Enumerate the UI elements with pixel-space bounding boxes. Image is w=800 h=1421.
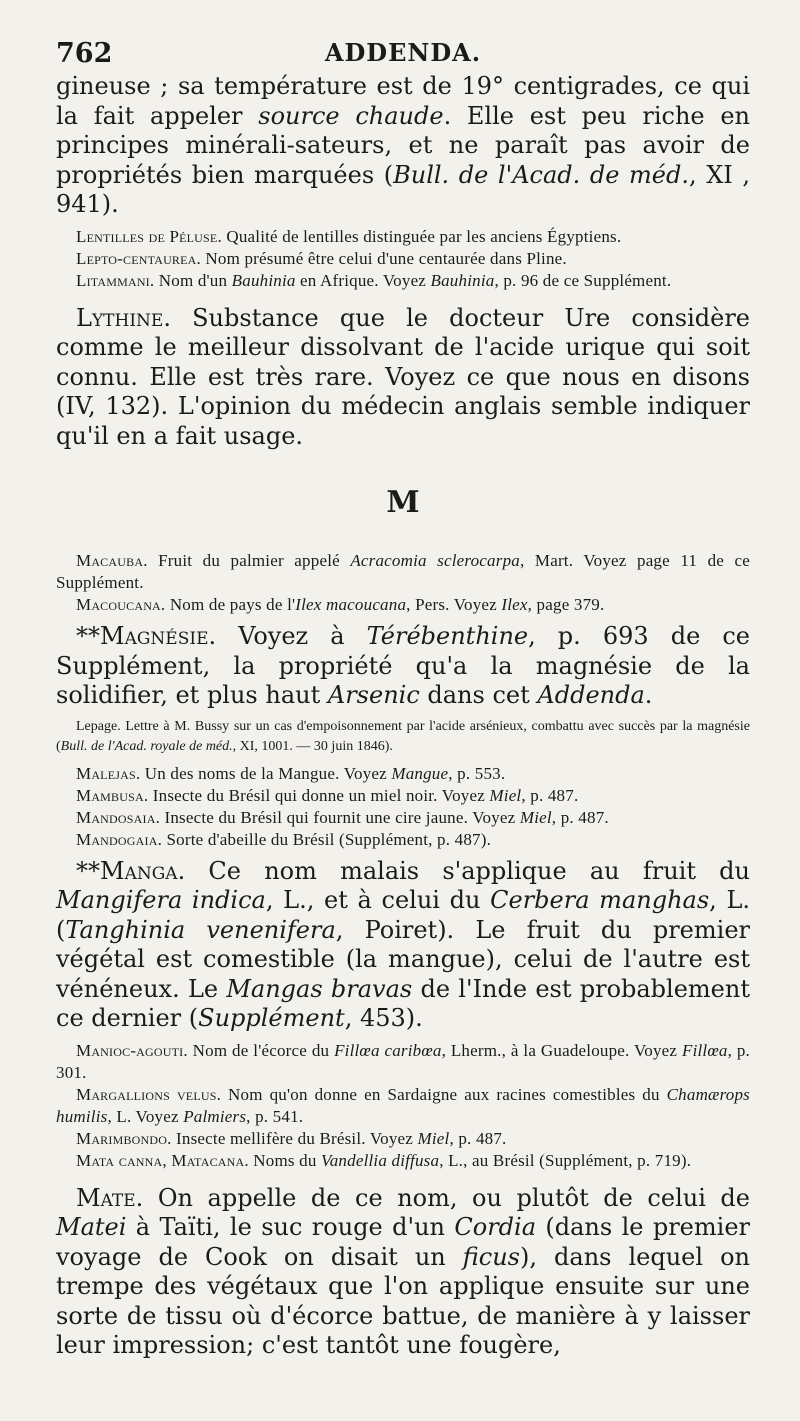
entry-manga: **Manga. Ce nom malais s'applique au fruit du Mangifera indica, L., et à celui du Cerbera manghas, L. (Tanghinia venenifera, Poiret). Le fruit du premier végétal est comestible (la mangue), celui de l'autre est vénéneux. Le Mangas bravas de l'Inde est probablement ce dernier (Supplément, 453). <box>56 856 751 1032</box>
entry-manioc-agouti: Manioc-agouti. Nom de l'écorce du Fillœa caribœa, Lherm., à la Guadeloupe. Voyez Fillœa, p. 301. <box>56 1040 750 1082</box>
entry-malejas: Malejas. Un des noms de la Mangue. Voyez Mangue, p. 553. <box>76 763 506 783</box>
entry-continuation: gineuse ; sa température est de 19° centigrades, ce qui la fait appeler source chaude. Elle est peu riche en principes minérali-sateurs, et ne paraît pas avoir de propriétés bien marquées (Bull. de l'Acad. de méd., XI , 941). <box>56 72 750 218</box>
entry-term: Mandosaia. <box>76 807 161 827</box>
entry-mandogaia: Mandogaia. Sorte d'abeille du Brésil (Supplément, p. 487). <box>76 829 492 849</box>
entry-margallions: Margallions velus. Nom qu'on donne en Sardaigne aux racines comestibles du Chamærops humilis, L. Voyez Palmiers, p. 541. <box>56 1084 750 1126</box>
note-lepage: Lepage. Lettre à M. Bussy sur un cas d'empoisonnement par l'acide arsénieux, combattu avec succès par la magnésie (Bull. de l'Acad. royale de méd., XI, 1001. — 30 juin 1846). <box>56 718 750 754</box>
page-number: 762 <box>56 38 113 69</box>
entry-macoucana: Macoucana. Nom de pays de l'Ilex macoucana, Pers. Voyez Ilex, page 379. <box>76 595 605 614</box>
entry-term: Mandogaia. <box>76 829 163 849</box>
entry-mate: Mate. On appelle de ce nom, ou plutôt de celui de Matei à Taïti, le suc rouge d'un Cordia (dans le premier voyage de Cook on disait un ficus), dans lequel on trempe des végétaux que l'on applique ensuite sur une sorte de tissu où d'écorce battue, de manière à y laisser leur impression; c'est tantôt une fougère, <box>56 1183 750 1359</box>
entry-term: Malejas. <box>76 763 141 783</box>
entry-term: Mata canna <box>76 1150 163 1170</box>
entry-lepto-centaurea: Lepto-centaurea. Nom présumé être celui d'une centaurée dans Pline. <box>76 248 567 268</box>
entry-magnesie: **Magnésie. Voyez à Térébenthine, p. 693 de ce Supplément, la propriété qu'a la magnésie de la solidifier, et plus haut Arsenic dans cet Addenda. <box>56 622 751 709</box>
entry-mata-canna: Mata canna, Matacana. Noms du Vandellia diffusa, L., au Brésil (Supplément, p. 719). <box>76 1150 692 1170</box>
entry-mambusa: Mambusa. Insecte du Brésil qui donne un miel noir. Voyez Miel, p. 487. <box>76 785 579 805</box>
entry-term: Lepto-centaurea. <box>76 248 201 268</box>
entry-term: Macoucana. <box>76 595 166 614</box>
entry-lythine: Lythine. Substance que le docteur Ure considère comme le meilleur dissolvant de l'acide urique qui soit connu. Elle est très rare. Voyez ce que nous en disons (IV, 132). L'opinion du médecin anglais semble indiquer qu'il en a fait usage. <box>56 303 750 450</box>
entry-mandosaia: Mandosaia. Insecte du Brésil qui fournit une cire jaune. Voyez Miel, p. 487. <box>76 807 609 827</box>
entry-litammani: Litammani. Nom d'un Bauhinia en Afrique. Voyez Bauhinia, p. 96 de ce Supplément. <box>76 270 672 290</box>
entry-term: Magnésie. <box>100 622 217 650</box>
entry-term-alt: Matacana. <box>171 1150 249 1170</box>
section-letter: M <box>386 485 420 520</box>
running-title: ADDENDA. <box>324 38 482 67</box>
entry-term: Litammani. <box>76 270 155 290</box>
entry-term: Lythine. <box>76 303 171 332</box>
entry-macauba: Macauba. Fruit du palmier appelé Acracomia sclerocarpa, Mart. Voyez page 11 de ce Supplément. <box>56 551 750 592</box>
entry-term: Lentilles de Péluse. <box>76 226 222 246</box>
entry-term: Marimbondo. <box>76 1128 172 1148</box>
entry-marimbondo: Marimbondo. Insecte mellifère du Brésil. Voyez Miel, p. 487. <box>76 1128 507 1148</box>
entry-lentilles: Lentilles de Péluse. Qualité de lentilles distinguée par les anciens Égyptiens. <box>76 226 622 246</box>
page-header <box>56 30 750 72</box>
entry-term: Manga. <box>100 856 186 885</box>
entry-term: Mate. <box>76 1183 144 1212</box>
entry-term: Manioc-agouti. <box>76 1040 188 1060</box>
entry-term: Margallions velus. <box>76 1084 222 1104</box>
entry-term: Mambusa. <box>76 785 149 805</box>
entry-term: Macauba. <box>76 551 148 570</box>
